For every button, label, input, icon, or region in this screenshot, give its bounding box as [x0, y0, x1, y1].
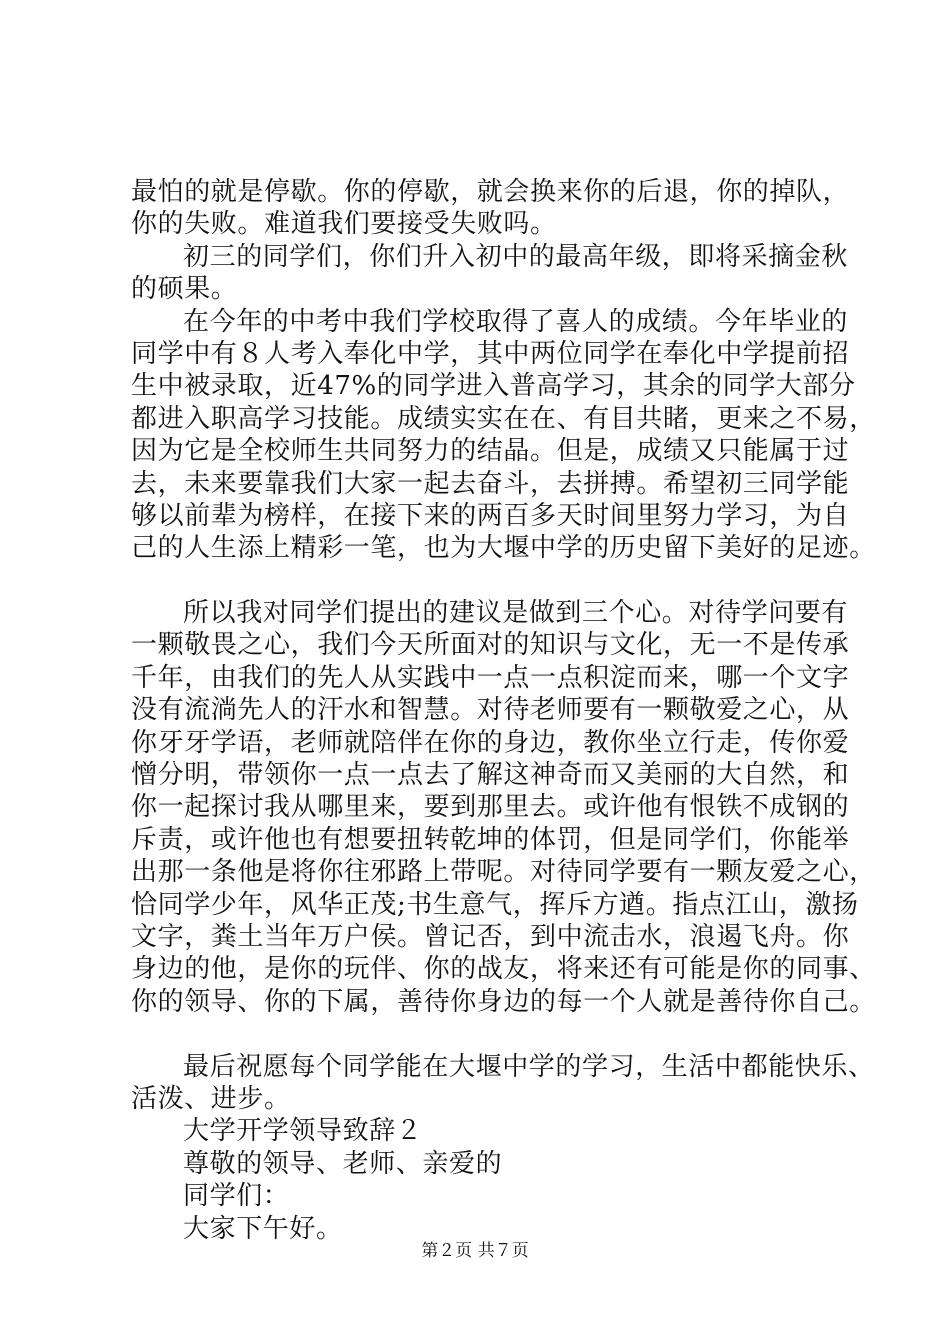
text-line: 最后祝愿每个同学能在大堰中学的学习，生活中都能快乐、 — [183, 1051, 875, 1082]
text-line: 在今年的中考中我们学校取得了喜人的成绩。今年毕业的 — [183, 306, 849, 337]
text-line: 所以我对同学们提出的建议是做到三个心。对待学问要有 — [183, 598, 849, 629]
text-line: 因为它是全校师生共同努力的结晶。但是，成绩又只能属于过 — [131, 436, 850, 467]
text-line: 初三的同学们，你们升入初中的最高年级，即将采摘金秋 — [183, 241, 849, 272]
paragraph-gap — [131, 565, 851, 597]
text-line: 一颗敬畏之心，我们今天所面对的知识与文化，无一不是传承 — [131, 630, 850, 661]
paragraph — [131, 597, 876, 1018]
text-line: 生中被录取，近47%的同学进入普高学习，其余的同学大部分 — [131, 371, 856, 402]
paragraph — [131, 306, 876, 565]
text-line: 去，未来要靠我们大家一起去奋斗，去拼搏。希望初三同学能 — [131, 468, 850, 499]
text-line: 出那一条他是将你往邪路上带呢。对待同学要有一颗友爱之心， — [131, 857, 876, 888]
paragraph-gap — [131, 1018, 851, 1050]
paragraph — [131, 1115, 851, 1147]
text-line: 同学们： — [183, 1181, 290, 1212]
text-line: 够以前辈为榜样，在接下来的两百多天时间里努力学习，为自 — [131, 500, 850, 531]
text-line: 没有流淌先人的汗水和智慧。对待老师要有一颗敬爱之心，从 — [131, 695, 850, 726]
document-body — [131, 176, 876, 1245]
paragraph — [131, 241, 851, 306]
text-line: 千年，由我们的先人从实践中一点一点积淀而来，哪一个文字 — [131, 662, 850, 693]
text-line: 你牙牙学语，老师就陪伴在你的身边，教你坐立行走，传你爱 — [131, 727, 850, 758]
text-line: 尊敬的领导、老师、亲爱的 — [183, 1148, 503, 1179]
paragraph — [131, 176, 851, 241]
paragraph — [131, 1051, 875, 1116]
text-line: 你的失败。难道我们要接受失败吗。 — [131, 209, 557, 240]
text-line: 都进入职高学习技能。成绩实实在在、有目共睹，更来之不易， — [131, 403, 876, 434]
text-line: 己的人生添上精彩一笔，也为大堰中学的历史留下美好的足迹。 — [131, 533, 876, 564]
paragraph — [131, 1180, 851, 1212]
text-line: 你一起探讨我从哪里来，要到那里去。或许他有恨铁不成钢的 — [131, 792, 850, 823]
text-line: 活泼、进步。 — [131, 1083, 291, 1114]
paragraph — [131, 1148, 851, 1180]
text-line: 恰同学少年，风华正茂;书生意气，挥斥方遒。指点江山，激扬 — [131, 889, 859, 920]
page-footer: 第２页 共７页 — [421, 1241, 529, 1261]
text-line: 身边的他，是你的玩伴、你的战友，将来还有可能是你的同事、 — [131, 954, 876, 985]
text-line: 大学开学领导致辞２ — [183, 1116, 423, 1147]
text-line: 大家下午好。 — [183, 1213, 343, 1244]
text-line: 文字，粪土当年万户侯。曾记否，到中流击水，浪遏飞舟。你 — [131, 921, 850, 952]
text-line: 的硕果。 — [131, 274, 238, 305]
text-line: 同学中有８人考入奉化中学，其中两位同学在奉化中学提前招 — [131, 338, 850, 369]
text-line: 你的领导、你的下属，善待你身边的每一个人就是善待你自己。 — [131, 986, 876, 1017]
text-line: 斥责，或许他也有想要扭转乾坤的体罚，但是同学们，你能举 — [131, 824, 850, 855]
text-line: 最怕的就是停歇。你的停歇，就会换来你的后退，你的掉队， — [131, 177, 850, 207]
text-line: 憎分明，带领你一点一点去了解这神奇而又美丽的大自然，和 — [131, 760, 850, 791]
